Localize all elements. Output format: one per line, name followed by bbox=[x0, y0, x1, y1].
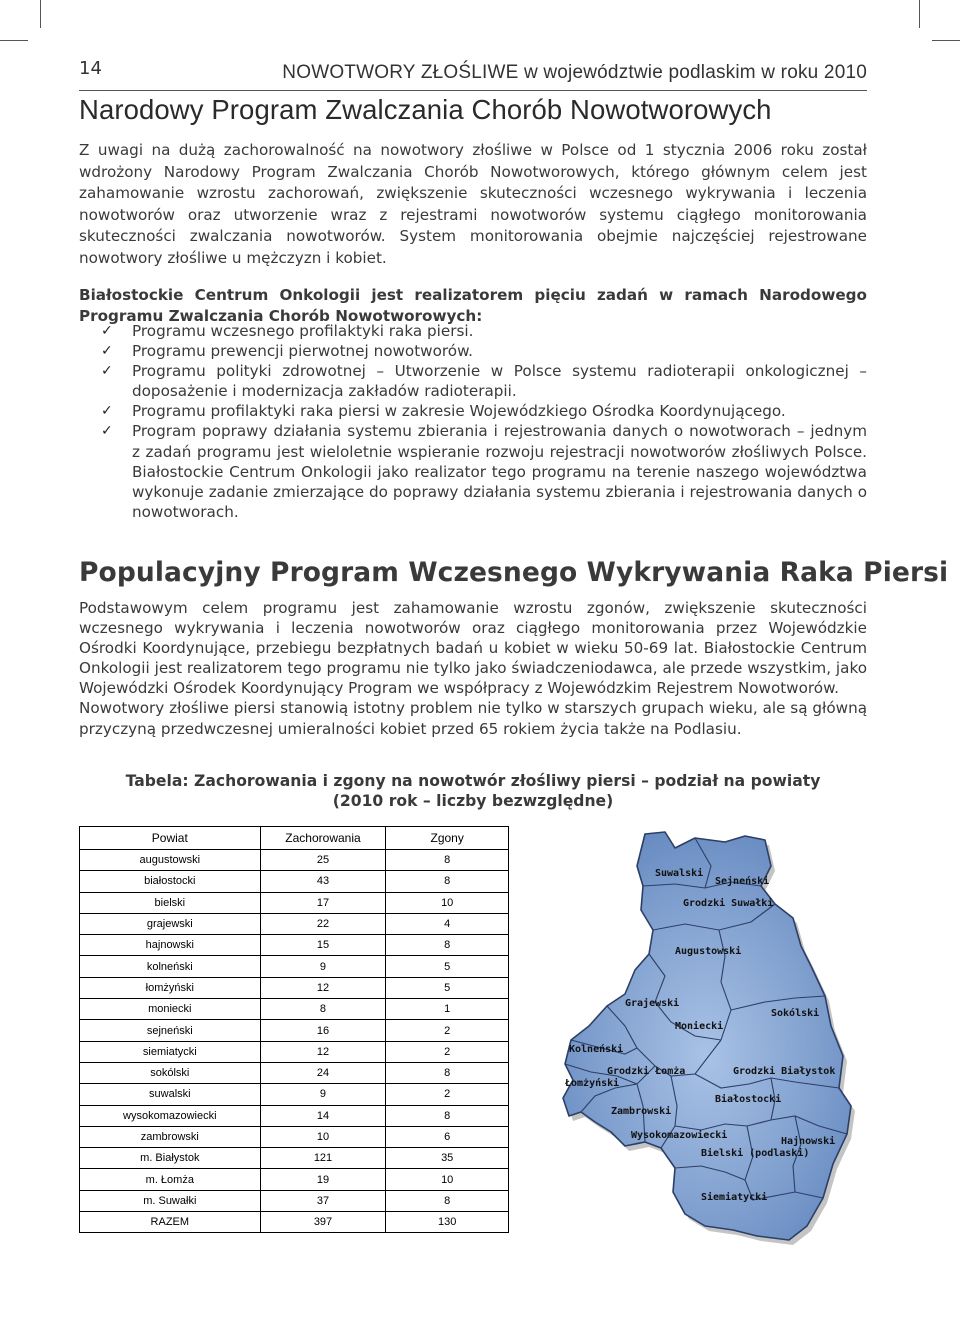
cell-zachorowania: 12 bbox=[260, 1041, 386, 1062]
section-title-ppwwrp: Populacyjny Program Wczesnego Wykrywania Raka Piersi bbox=[79, 557, 949, 588]
cell-zachorowania: 8 bbox=[260, 999, 386, 1020]
table-row bbox=[80, 1212, 509, 1233]
list-item bbox=[79, 321, 867, 341]
table-row bbox=[80, 1105, 509, 1126]
cell-powiat: kolneński bbox=[80, 956, 261, 977]
table-row bbox=[80, 1041, 509, 1062]
intro-paragraph: Z uwagi na dużą zachorowalność na nowotwory złośliwe w Polsce od 1 stycznia 2006 roku został wdrożony Narodowy Program Zwalczania Chorób Nowotworowych, którego głównym celem jest zahamowanie wzrostu zachorowań, zwiększenie skuteczności wczesnego wykrywania i leczenia nowotworów oraz utworzenie wraz z rejestrami nowotworów systemu ciągłego monitorowania skuteczności zwalczania nowotworów. System monitorowania obejmie najczęściej rejestrowane nowotwory złośliwe u mężczyzn i kobiet. bbox=[79, 141, 867, 267]
map-label-moniecki: Moniecki bbox=[675, 1021, 724, 1032]
cell-powiat: moniecki bbox=[80, 999, 261, 1020]
cell-zgony: 2 bbox=[386, 1084, 509, 1105]
cell-powiat: białostocki bbox=[80, 871, 261, 892]
cell-zachorowania: 43 bbox=[260, 871, 386, 892]
task-text: Programu polityki zdrowotnej – Utworzenie w Polsce systemu radioterapii onkologicznej – doposażenie i modernizacja zakładów radioterapii. bbox=[132, 362, 867, 401]
cell-zachorowania: 9 bbox=[260, 956, 386, 977]
cell-powiat: sokólski bbox=[80, 1062, 261, 1083]
cell-zgony: 130 bbox=[386, 1212, 509, 1233]
cell-zgony: 8 bbox=[386, 871, 509, 892]
cell-powiat: grajewski bbox=[80, 913, 261, 934]
ppw-paragraph-1: Podstawowym celem programu jest zahamowanie wzrostu zgonów, zwiększenie skuteczności wczesnego wykrywania i leczenia nowotworów oraz ciągłego monitorowania przez Wojewódzkie Ośrodki Koordynujące, przebiegu bezpłatnych badań u kobiet w wieku 50-69 lat. Białostockie Centrum Onkologii jest realizatorem tego programu nie tylko jako świadczeniodawca, ale przede wszystkim, jako Wojewódzki Ośrodek Koordynujący Program we współpracy z Wojewódzkim Rejestrem Nowotworów. bbox=[79, 599, 867, 698]
cell-zachorowania: 9 bbox=[260, 1084, 386, 1105]
cell-powiat: RAZEM bbox=[80, 1212, 261, 1233]
map-label-bielski: Bielski (podlaski) bbox=[701, 1148, 810, 1159]
map-label-grodzki-bialystok: Grodzki Białystok bbox=[733, 1066, 836, 1077]
cell-zachorowania: 24 bbox=[260, 1062, 386, 1083]
checkmark-icon: ✓ bbox=[101, 343, 113, 360]
table-row bbox=[80, 850, 509, 871]
table-caption-line-2: (2010 rok – liczby bezwzględne) bbox=[332, 792, 614, 810]
task-text: Program poprawy działania systemu zbierania i rejestrowania danych o nowotworach – jednym z zadań programu jest wieloletnie wspieranie rozwoju rejestracji nowotworów złośliwych Polsce. Białostockie Centrum Onkologii jako realizator tego programu na terenie naszego województwa wykonuje zadanie zmierzające do poprawy działania systemu zbierania i rejestrowania danych o nowotworach. bbox=[132, 422, 867, 521]
cell-zgony: 10 bbox=[386, 892, 509, 913]
task-text: Programu prewencji pierwotnej nowotworów. bbox=[132, 342, 473, 361]
page-number: 14 bbox=[79, 58, 102, 79]
list-item bbox=[79, 341, 867, 361]
cell-zgony: 10 bbox=[386, 1169, 509, 1190]
list-item bbox=[79, 421, 867, 521]
cell-powiat: m. Suwałki bbox=[80, 1190, 261, 1211]
cell-zachorowania: 19 bbox=[260, 1169, 386, 1190]
table-row bbox=[80, 1169, 509, 1190]
map-label-sejnenski: Sejneński bbox=[715, 876, 770, 887]
list-item bbox=[79, 401, 867, 421]
cell-zachorowania: 17 bbox=[260, 892, 386, 913]
checkmark-icon: ✓ bbox=[101, 423, 113, 440]
cell-zgony: 8 bbox=[386, 1190, 509, 1211]
table-row bbox=[80, 956, 509, 977]
cell-powiat: hajnowski bbox=[80, 935, 261, 956]
cell-zachorowania: 121 bbox=[260, 1148, 386, 1169]
ppw-body bbox=[79, 598, 867, 739]
crop-mark bbox=[919, 0, 920, 28]
cell-zachorowania: 15 bbox=[260, 935, 386, 956]
checkmark-icon: ✓ bbox=[101, 403, 113, 420]
cell-zgony: 1 bbox=[386, 999, 509, 1020]
map-outline bbox=[563, 832, 851, 1240]
table-row bbox=[80, 1148, 509, 1169]
task-text: Programu wczesnego profilaktyki raka piersi. bbox=[132, 322, 474, 340]
cell-zgony: 2 bbox=[386, 1041, 509, 1062]
checkmark-icon: ✓ bbox=[101, 323, 113, 339]
cell-zgony: 8 bbox=[386, 1062, 509, 1083]
table-caption-line-1: Tabela: Zachorowania i zgony na nowotwór złośliwy piersi – podział na powiaty bbox=[125, 772, 821, 790]
map-label-wysokomazowiecki: Wysokomazowiecki bbox=[631, 1130, 728, 1141]
cell-powiat: siemiatycki bbox=[80, 1041, 261, 1062]
cell-zgony: 8 bbox=[386, 935, 509, 956]
table-row bbox=[80, 999, 509, 1020]
cell-zachorowania: 10 bbox=[260, 1126, 386, 1147]
table-row bbox=[80, 913, 509, 934]
cell-zgony: 5 bbox=[386, 956, 509, 977]
section-title-npzchn: Narodowy Program Zwalczania Chorób Nowotworowych bbox=[79, 94, 772, 125]
bco-tasks-heading: Białostockie Centrum Onkologii jest realizatorem pięciu zadań w ramach Narodowego Programu Zwalczania Chorób Nowotworowych: bbox=[79, 286, 867, 326]
cell-powiat: łomżyński bbox=[80, 977, 261, 998]
table-row bbox=[80, 1062, 509, 1083]
map-label-bialostocki: Białostocki bbox=[715, 1094, 782, 1105]
map-label-zambrowski: Zambrowski bbox=[611, 1106, 672, 1117]
cell-powiat: bielski bbox=[80, 892, 261, 913]
cell-zachorowania: 25 bbox=[260, 850, 386, 871]
table-body bbox=[80, 850, 509, 1233]
map-label-siemiatycki: Siemiatycki bbox=[701, 1192, 768, 1203]
cell-powiat: augustowski bbox=[80, 850, 261, 871]
table-row bbox=[80, 892, 509, 913]
cell-zgony: 8 bbox=[386, 850, 509, 871]
list-item bbox=[79, 361, 867, 401]
podlaskie-county-map bbox=[525, 826, 870, 1246]
cell-zachorowania: 37 bbox=[260, 1190, 386, 1211]
cell-zachorowania: 397 bbox=[260, 1212, 386, 1233]
cell-zachorowania: 14 bbox=[260, 1105, 386, 1126]
map-label-hajnowski: Hajnowski bbox=[781, 1136, 836, 1147]
table-caption bbox=[79, 771, 867, 811]
task-list bbox=[79, 321, 867, 522]
checkmark-icon: ✓ bbox=[101, 363, 113, 380]
crop-mark bbox=[0, 40, 28, 41]
ppw-paragraph-2: Nowotwory złośliwe piersi stanowią istotny problem nie tylko w starszych grupach wieku, ale są główną przyczyną przedwczesnej umieralności kobiet przed 65 rokiem życia także na Podlasiu. bbox=[79, 699, 867, 738]
table-row bbox=[80, 871, 509, 892]
task-text: Programu profilaktyki raka piersi w zakresie Wojewódzkiego Ośrodka Koordynującego. bbox=[132, 402, 786, 421]
cell-powiat: zambrowski bbox=[80, 1126, 261, 1147]
map-label-grajewski: Grajewski bbox=[625, 998, 680, 1009]
map-label-grodzki-suwalki: Grodzki Suwałki bbox=[683, 898, 774, 909]
cell-zgony: 8 bbox=[386, 1105, 509, 1126]
table-row bbox=[80, 1020, 509, 1041]
cell-zachorowania: 22 bbox=[260, 913, 386, 934]
map-label-lomzynski: Łomżyński bbox=[565, 1078, 620, 1089]
cell-zgony: 6 bbox=[386, 1126, 509, 1147]
incidence-table bbox=[79, 826, 509, 1233]
cell-powiat: sejneński bbox=[80, 1020, 261, 1041]
table-row bbox=[80, 935, 509, 956]
cell-powiat: m. Łomża bbox=[80, 1169, 261, 1190]
column-header-zachorowania: Zachorowania bbox=[260, 827, 386, 850]
crop-mark bbox=[40, 0, 41, 28]
column-header-powiat: Powiat bbox=[80, 827, 261, 850]
map-label-kolnenski: Kolneński bbox=[569, 1044, 624, 1055]
map-label-augustowski: Augustowski bbox=[675, 946, 742, 957]
cell-zachorowania: 16 bbox=[260, 1020, 386, 1041]
cell-powiat: m. Białystok bbox=[80, 1148, 261, 1169]
cell-zgony: 35 bbox=[386, 1148, 509, 1169]
column-header-zgony: Zgony bbox=[386, 827, 509, 850]
header-rule bbox=[79, 90, 867, 91]
map-label-grodzki-lomza: Grodzki Łomża bbox=[607, 1066, 686, 1077]
table-header-row bbox=[80, 827, 509, 850]
running-header: NOWOTWORY ZŁOŚLIWE w województwie podlaskim w roku 2010 bbox=[282, 62, 867, 83]
table-row bbox=[80, 977, 509, 998]
cell-zachorowania: 12 bbox=[260, 977, 386, 998]
cell-powiat: wysokomazowiecki bbox=[80, 1105, 261, 1126]
map-label-sokolski: Sokólski bbox=[771, 1008, 820, 1019]
table-row bbox=[80, 1126, 509, 1147]
cell-powiat: suwalski bbox=[80, 1084, 261, 1105]
crop-mark bbox=[932, 40, 960, 41]
cell-zgony: 2 bbox=[386, 1020, 509, 1041]
table-row bbox=[80, 1190, 509, 1211]
cell-zgony: 4 bbox=[386, 913, 509, 934]
map-label-suwalski: Suwalski bbox=[655, 868, 704, 879]
table-row bbox=[80, 1084, 509, 1105]
cell-zgony: 5 bbox=[386, 977, 509, 998]
